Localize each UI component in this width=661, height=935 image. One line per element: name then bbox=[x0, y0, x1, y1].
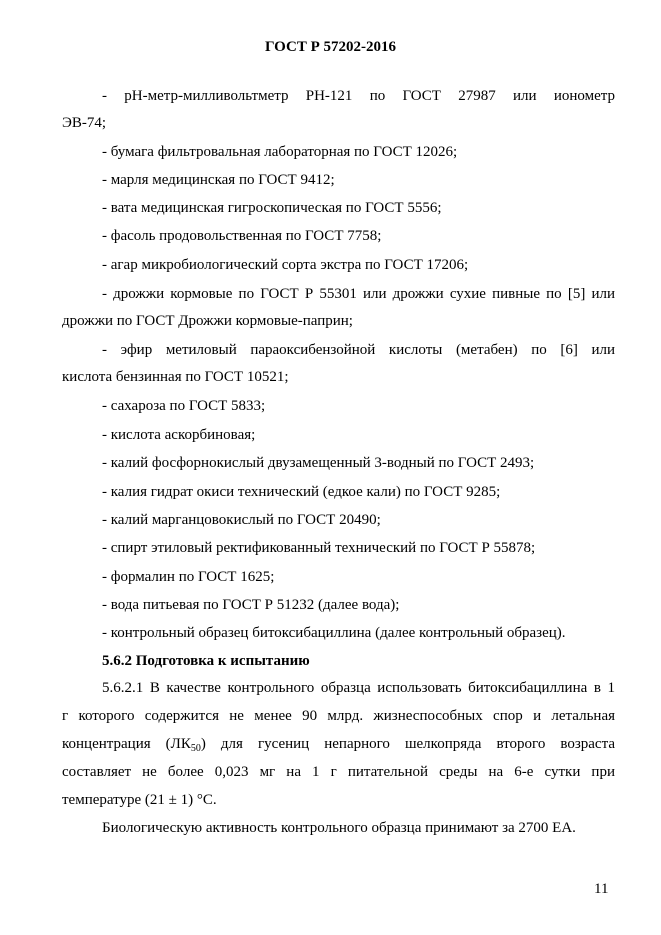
list-item-ph-meter-cont: ЭВ-74; bbox=[62, 115, 107, 131]
list-item-water: - вода питьевая по ГОСТ Р 51232 (далее вода); bbox=[102, 597, 400, 613]
list-item-beans: - фасоль продовольственная по ГОСТ 7758; bbox=[102, 228, 382, 244]
page-header-title: ГОСТ Р 57202-2016 bbox=[264, 39, 396, 55]
lk-text: концентрация (ЛК bbox=[62, 736, 191, 752]
list-item-cotton: - вата медицинская гигроскопическая по ГОСТ 5556; bbox=[102, 200, 442, 216]
paragraph-5-6-2-1-line-3 bbox=[62, 734, 615, 754]
lk-subscript: 50 bbox=[190, 743, 201, 754]
list-item-ascorbic-acid: - кислота аскорбиновая; bbox=[102, 427, 256, 443]
list-item-ph-meter: - pH-метр-милливольтметр РН-121 по ГОСТ 27987 или ионометр bbox=[102, 88, 615, 104]
list-item-yeast: - дрожжи кормовые по ГОСТ Р 55301 или дрожжи сухие пивные по [5] или bbox=[102, 286, 615, 302]
list-item-potassium-phosphate: - калий фосфорнокислый двузамещенный 3-водный по ГОСТ 2493; bbox=[102, 455, 535, 471]
lk-text-rest: ) для гусениц непарного шелкопряда второго возраста bbox=[200, 736, 615, 752]
page-number: 11 bbox=[594, 881, 609, 897]
list-item-methyl-ether-cont: кислота бензинная по ГОСТ 10521; bbox=[62, 369, 289, 385]
list-item-gauze: - марля медицинская по ГОСТ 9412; bbox=[102, 172, 335, 188]
paragraph-activity: Биологическую активность контрольного образца принимают за 2700 ЕА. bbox=[102, 820, 576, 836]
list-item-filter-paper: - бумага фильтровальная лабораторная по ГОСТ 12026; bbox=[102, 144, 458, 160]
list-item-potassium-hydroxide: - калия гидрат окиси технический (едкое кали) по ГОСТ 9285; bbox=[102, 484, 501, 500]
paragraph-5-6-2-1-line-4: составляет не более 0,023 мг на 1 г питательной среды на 6-е сутки при bbox=[62, 764, 615, 780]
list-item-formalin: - формалин по ГОСТ 1625; bbox=[102, 569, 275, 585]
list-item-ethanol: - спирт этиловый ректификованный технический по ГОСТ Р 55878; bbox=[102, 540, 536, 556]
list-item-potassium-permanganate: - калий марганцовокислый по ГОСТ 20490; bbox=[102, 512, 381, 528]
list-item-methyl-ether: - эфир метиловый параоксибензойной кислоты (метабен) по [6] или bbox=[102, 342, 615, 358]
list-item-sucrose: - сахароза по ГОСТ 5833; bbox=[102, 398, 266, 414]
section-heading-5-6-2: 5.6.2 Подготовка к испытанию bbox=[102, 653, 310, 669]
paragraph-5-6-2-1-line-2: г которого содержится не менее 90 млрд. жизнеспособных спор и летальная bbox=[62, 708, 615, 724]
list-item-control-sample: - контрольный образец битоксибациллина (далее контрольный образец). bbox=[102, 625, 566, 641]
list-item-yeast-cont: дрожжи по ГОСТ Дрожжи кормовые-паприн; bbox=[62, 313, 353, 329]
list-item-agar: - агар микробиологический сорта экстра по ГОСТ 17206; bbox=[102, 257, 469, 273]
paragraph-5-6-2-1-line-1: 5.6.2.1 В качестве контрольного образца использовать битоксибациллина в 1 bbox=[102, 680, 615, 696]
paragraph-5-6-2-1-line-5: температуре (21 ± 1) °С. bbox=[62, 792, 217, 808]
